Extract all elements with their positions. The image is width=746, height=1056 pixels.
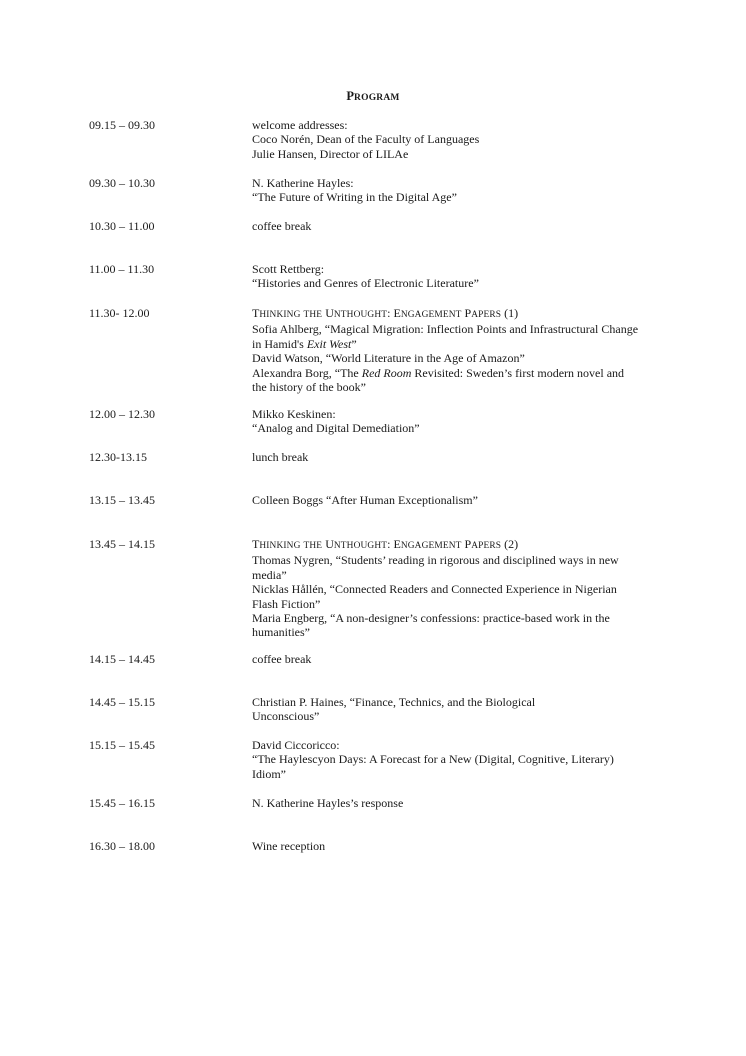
session-line: lunch break bbox=[252, 450, 309, 464]
session-details bbox=[252, 407, 662, 436]
session-line: humanities” bbox=[252, 625, 310, 640]
session-details bbox=[252, 695, 662, 724]
page-title: PROGRAM bbox=[346, 89, 400, 103]
session-details bbox=[252, 176, 662, 205]
session-line: welcome addresses: bbox=[252, 118, 348, 132]
session-details bbox=[252, 738, 662, 781]
session-time: 11.30- 12.00 bbox=[89, 306, 150, 320]
session-heading: THINKING THE UNTHOUGHT: ENGAGEMENT PAPERS (1) bbox=[252, 306, 519, 320]
session-line: Thomas Nygren, “Students’ reading in rigorous and disciplined ways in new bbox=[252, 553, 619, 568]
line-text: Revisited: Sweden’s first modern novel and bbox=[411, 365, 625, 380]
session-line: Nicklas Hållén, “Connected Readers and Connected Experience in Nigerian bbox=[252, 582, 617, 597]
session-line: Julie Hansen, Director of LILAe bbox=[252, 146, 409, 161]
session-line: “Histories and Genres of Electronic Literature” bbox=[252, 276, 479, 291]
session-details bbox=[252, 537, 662, 640]
session-time: 12.30-13.15 bbox=[89, 450, 147, 464]
session-line: Sofia Ahlberg, “Magical Migration: Inflection Points and Infrastructural Change bbox=[252, 322, 639, 337]
session-line: the history of the book” bbox=[252, 380, 366, 395]
session-time: 09.30 – 10.30 bbox=[89, 176, 155, 190]
session-line: “The Haylescyon Days: A Forecast for a New (Digital, Cognitive, Literary) bbox=[252, 752, 614, 767]
italic-title: Exit West bbox=[306, 336, 352, 351]
session-details bbox=[252, 306, 662, 394]
session-time: 09.15 – 09.30 bbox=[89, 118, 155, 132]
session-time: 12.00 – 12.30 bbox=[89, 407, 155, 421]
session-time: 16.30 – 18.00 bbox=[89, 839, 155, 853]
session-line: coffee break bbox=[252, 652, 312, 666]
session-time: 14.45 – 15.15 bbox=[89, 695, 155, 709]
session-line: Flash Fiction” bbox=[252, 596, 321, 611]
session-time: 13.45 – 14.15 bbox=[89, 537, 155, 551]
italic-title: Red Room bbox=[361, 365, 412, 380]
session-time: 15.45 – 16.15 bbox=[89, 796, 155, 810]
session-line: Maria Engberg, “A non-designer’s confessions: practice-based work in the bbox=[252, 611, 610, 626]
line-text: Alexandra Borg, “The bbox=[252, 365, 362, 380]
session-line bbox=[252, 337, 662, 351]
session-details bbox=[252, 652, 662, 666]
session-line: David Watson, “World Literature in the Age of Amazon” bbox=[252, 351, 525, 366]
line-text: in Hamid's bbox=[252, 336, 307, 351]
session-line: Mikko Keskinen: bbox=[252, 407, 336, 421]
session-line: “The Future of Writing in the Digital Age” bbox=[252, 190, 457, 205]
session-line: Scott Rettberg: bbox=[252, 262, 325, 276]
session-line: Colleen Boggs “After Human Exceptionalism” bbox=[252, 493, 478, 507]
session-line: Coco Norén, Dean of the Faculty of Languages bbox=[252, 132, 480, 147]
session-details bbox=[252, 493, 662, 507]
session-line: coffee break bbox=[252, 219, 312, 233]
session-time: 11.00 – 11.30 bbox=[89, 262, 155, 276]
session-line: Wine reception bbox=[252, 839, 326, 853]
session-details bbox=[252, 262, 662, 291]
session-line: “Analog and Digital Demediation” bbox=[252, 421, 420, 436]
session-line: Idiom” bbox=[252, 766, 286, 781]
session-details bbox=[252, 796, 662, 810]
session-line bbox=[252, 366, 662, 380]
session-time: 13.15 – 13.45 bbox=[89, 493, 155, 507]
session-details bbox=[252, 839, 662, 853]
session-heading: THINKING THE UNTHOUGHT: ENGAGEMENT PAPERS (2) bbox=[252, 537, 519, 551]
line-text: ” bbox=[351, 336, 357, 351]
session-time: 15.15 – 15.45 bbox=[89, 738, 155, 752]
session-details bbox=[252, 118, 662, 161]
session-details bbox=[252, 450, 662, 464]
session-line: Christian P. Haines, “Finance, Technics, and the Biological bbox=[252, 695, 536, 709]
session-time: 10.30 – 11.00 bbox=[89, 219, 155, 233]
session-line: David Ciccoricco: bbox=[252, 738, 340, 752]
session-time: 14.15 – 14.45 bbox=[89, 652, 155, 666]
session-details bbox=[252, 219, 662, 233]
session-line: media” bbox=[252, 567, 287, 582]
session-line: N. Katherine Hayles: bbox=[252, 176, 354, 190]
session-line: N. Katherine Hayles’s response bbox=[252, 796, 404, 810]
session-line: Unconscious” bbox=[252, 709, 320, 724]
